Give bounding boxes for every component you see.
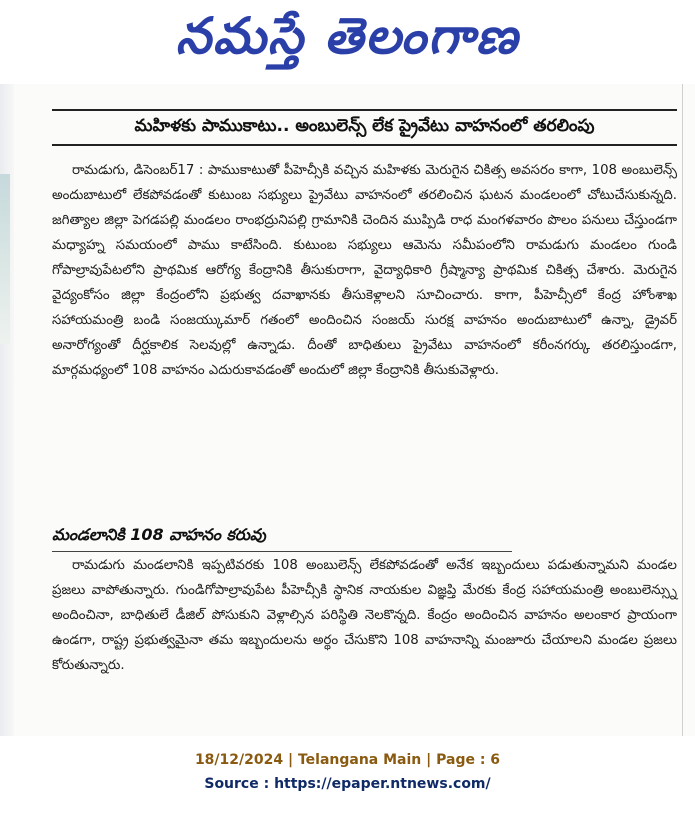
adjacent-image-edge <box>0 174 10 344</box>
newspaper-clipping <box>0 84 695 736</box>
headline-box <box>52 109 677 146</box>
article-body <box>52 158 677 383</box>
article-paragraph-2: రామడుగు మండలానికి ఇప్పటివరకు 108 అంబులెన్స్ లేకపోవడంతో అనేక ఇబ్బందులు పడుతున్నామని మండల ప్రజలు వాపోతున్నారు. గుండిగోపాల్రావుపేట పీహెచ్సీకి స్థానిక నాయకుల విజ్ఞప్తి మేరకు కేంద్ర సహాయమంత్రి అంబులెన్స్ను అందించినా, బాధితులే డీజిల్ పోసుకుని వెళ్లాల్సిన పరిస్థితి నెలకొన్నది. కేంద్రం అందించిన వాహనం అలంకార ప్రాయంగా ఉండగా, రాష్ట్ర ప్రభుత్వమైనా తమ ఇబ్బందులను అర్థం చేసుకొని 108 వాహనాన్ని మంజూరు చేయాలని మండల ప్రజలు కోరుతున్నారు. <box>52 558 677 673</box>
masthead <box>0 0 695 84</box>
masthead-title: నమస్తే తెలంగాణ <box>175 6 520 65</box>
column-rule <box>682 84 683 736</box>
article-headline: మహిళకు పాముకాటు.. అంబులెన్స్ లేక ప్రైవేటు వాహనంలో తరలింపు <box>134 115 595 136</box>
subheading-box <box>52 521 512 552</box>
article-paragraph-1: రామడుగు, డిసెంబర్17 : పాముకాటుతో పీహెచ్సీకి వచ్చిన మహిళకు మెరుగైన చికిత్స అవసరం కాగా, 108 అంబులెన్స్ అందుబాటులో లేకపోవడంతో కుటుంబ సభ్యులు ప్రైవేటు వాహనంలో తరలించిన ఘటన మండలంలో చోటుచేసుకున్నది. జగిత్యాల జిల్లా పెగడపల్లి మండలం రాంభద్రునిపల్లి గ్రామానికి చెందిన ముప్పిడి రాధ మంగళవారం పొలం పనులు చేస్తుండగా మధ్యాహ్న సమయంలో పాము కాటేసింది. కుటుంబ సభ్యులు ఆమెను సమీపంలోని రామడుగు మండలం గుండి గోపాల్రావుపేటలోని ప్రాథమిక ఆరోగ్య కేంద్రానికి తీసుకురాగా, వైద్యాధికారి గ్రీష్మాన్యా ప్రాథమిక చికిత్స చేశారు. మెరుగైన వైద్యంకోసం జిల్లా కేంద్రంలోని ప్రభుత్వ దవాఖానకు తీసుకెళ్లాలని సూచించారు. కాగా, పీహెచ్సీలో కేంద్ర హోంశాఖ సహాయమంత్రి బండి సంజయ్కుమార్ గతంలో అందించిన సంజయ్ సురక్ష వాహనం అందుబాటులో ఉన్నా, డ్రైవర్ అనారోగ్యంతో దీర్ఘకాలిక సెలవుల్లో ఉన్నాడు. దీంతో బాధితులు ప్రైవేటు వాహనంలో కరీంనగర్కు తరలిస్తుండగా, మార్గమధ్యంలో 108 వాహనం ఎదురుకావడంతో అందులో జిల్లా కేంద్రానికి తీసుకువెళ్లారు. <box>52 163 677 378</box>
footer-date-page: 18/12/2024 | Telangana Main | Page : 6 <box>194 752 501 768</box>
article-subheading: మండలానికి 108 వాహనం కరువు <box>52 524 266 544</box>
footer-source: Source : https://epaper.ntnews.com/ <box>204 776 491 792</box>
footer <box>0 748 695 796</box>
article-body-2 <box>52 553 677 678</box>
